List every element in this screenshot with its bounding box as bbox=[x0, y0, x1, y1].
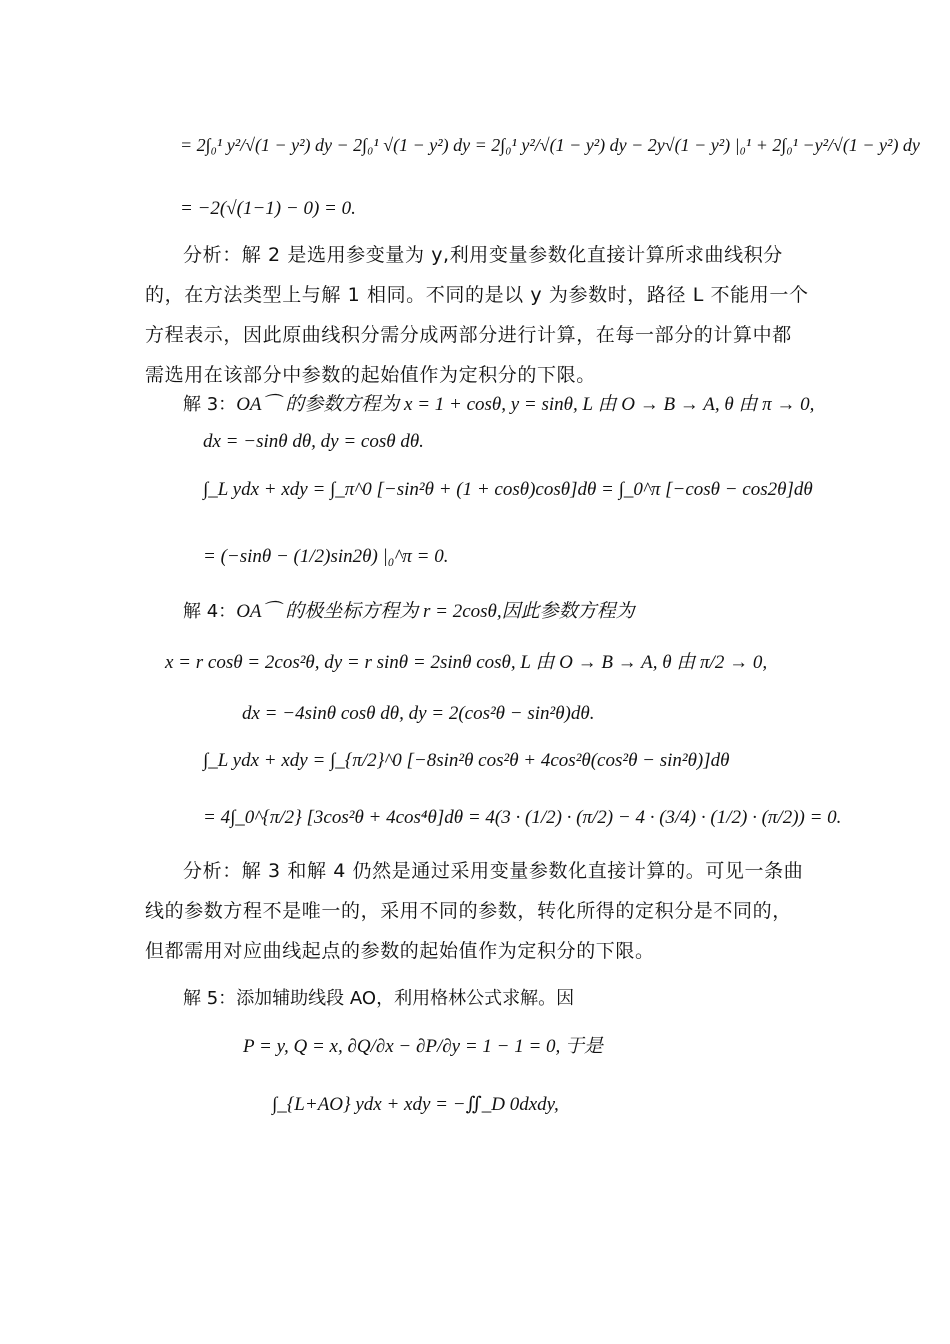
solution-4-line3: dx = −4sinθ cosθ dθ, dy = 2(cos²θ − sin²θ)dθ. bbox=[242, 703, 595, 724]
analysis-solution-2 bbox=[145, 235, 810, 395]
solution-3-line3: ∫_L ydx + xdy = ∫_π^0 [−sin²θ + (1 + cosθ)cosθ]dθ = ∫_0^π [−cosθ − cos2θ]dθ bbox=[203, 479, 813, 500]
solution-3-param-eq: OA⌒ 的参数方程为 x = 1 + cosθ, y = sinθ, L 由 O → B → A, θ 由 π → 0, bbox=[236, 394, 815, 415]
solution-4-label: 解 4： bbox=[183, 601, 237, 622]
equation-top-line2: = −2(√(1−1) − 0) = 0. bbox=[180, 198, 356, 219]
solution-3-line2: dx = −sinθ dθ, dy = cosθ dθ. bbox=[203, 431, 424, 452]
solution-4-line1 bbox=[183, 600, 635, 624]
solution-5-label: 解 5： bbox=[183, 988, 237, 1009]
analysis-solution-2-text: 分析：解 2 是选用参变量为 y,利用变量参数化直接计算所求曲线积分的，在方法类型上与解 1 相同。不同的是以 y 为参数时，路径 L 不能用一个方程表示，因此原曲线积分需分成两部分进行计算，在每一部分的计算中都需选用在该部分中参数的起始值作为定积分的下限。 bbox=[145, 244, 809, 386]
solution-3-label: 解 3： bbox=[183, 394, 237, 415]
solution-5-line2: P = y, Q = x, ∂Q/∂x − ∂P/∂y = 1 − 1 = 0, 于是 bbox=[243, 1036, 604, 1057]
solution-4-line4: ∫_L ydx + xdy = ∫_{π/2}^0 [−8sin²θ cos²θ + 4cos²θ(cos²θ − sin²θ)]dθ bbox=[203, 750, 730, 771]
equation-top-line1: = 2∫₀¹ y²/√(1 − y²) dy − 2∫₀¹ √(1 − y²) dy = 2∫₀¹ y²/√(1 − y²) dy − 2y√(1 − y²) |₀¹ + 2∫₀¹ −y²/√(1 − y²) dy bbox=[180, 135, 920, 155]
solution-3-line4: = (−sinθ − (1/2)sin2θ) |₀^π = 0. bbox=[203, 546, 449, 567]
solution-4-line2: x = r cosθ = 2cos²θ, dy = r sinθ = 2sinθ cosθ, L 由 O → B → A, θ 由 π/2 → 0, bbox=[165, 652, 768, 673]
analysis-solution-3-4-text: 分析：解 3 和解 4 仍然是通过采用变量参数化直接计算的。可见一条曲线的参数方程不是唯一的，采用不同的参数，转化所得的定积分是不同的，但都需用对应曲线起点的参数的起始值作为定积分的下限。 bbox=[145, 860, 804, 962]
solution-5-line1 bbox=[183, 987, 574, 1011]
solution-5-intro: 添加辅助线段 AO，利用格林公式求解。因 bbox=[236, 988, 575, 1009]
solution-5-line3: ∫_{L+AO} ydx + xdy = −∬_D 0dxdy, bbox=[272, 1094, 559, 1115]
solution-3-line1 bbox=[183, 393, 814, 417]
solution-4-polar-eq: OA⌒ 的极坐标方程为 r = 2cosθ,因此参数方程为 bbox=[236, 601, 635, 622]
solution-4-line5: = 4∫_0^{π/2} [3cos²θ + 4cos⁴θ]dθ = 4(3 · (1/2) · (π/2) − 4 · (3/4) · (1/2) · (π/2)) = 0. bbox=[203, 807, 842, 828]
analysis-solution-3-4 bbox=[145, 851, 810, 971]
